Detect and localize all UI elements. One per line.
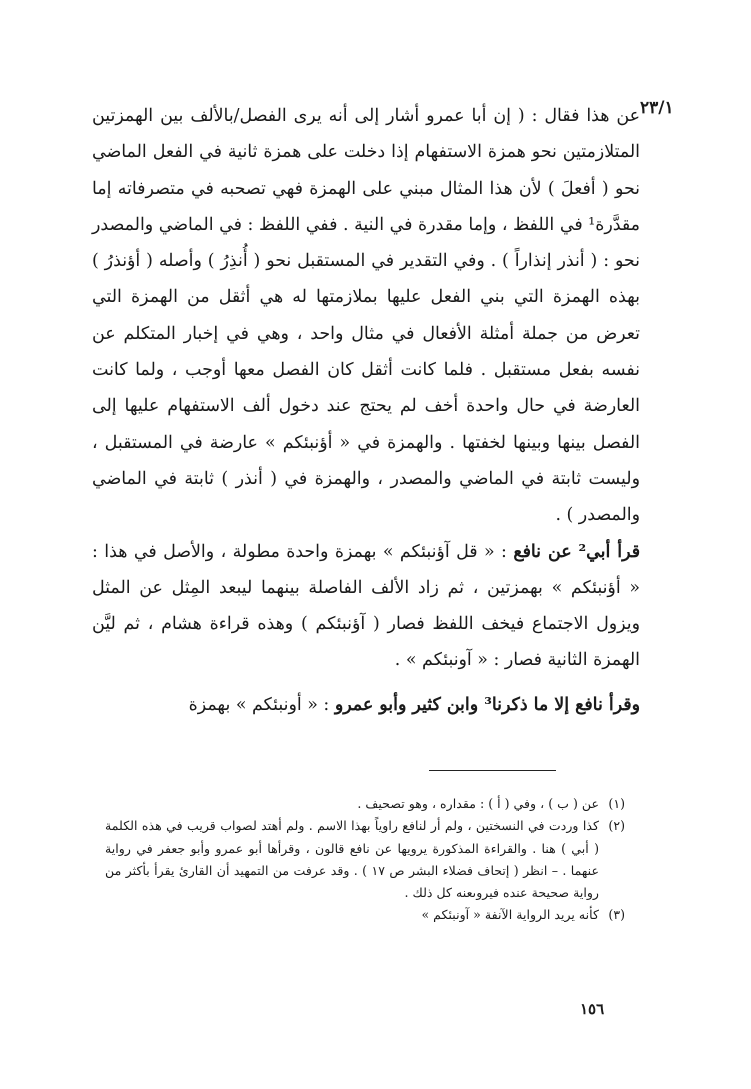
text-line: في الماضي والمصدر نحو : ( أنذر إنذاراً ) . وفي التقدير في المستقبل	[92, 214, 640, 272]
footnote-number: (١)	[608, 796, 625, 811]
text-line: : « أونبئكم » بهمزة	[188, 694, 335, 715]
footnotes	[105, 793, 625, 927]
footnote-number: (٣)	[608, 907, 625, 923]
section-reference: ٢٣/١	[640, 98, 674, 118]
text-line: في « أؤنبئكم » عارضة في المستقبل ، وليست ثابتة في الماضي والمصدر ،	[92, 432, 640, 489]
footnote-text: كذا وردت في النسختين ، ولم أر لنافع راوياً بهذا الاسم . ولم أهتد لصواب قريب في هذه الكلمة ( أبي ) هنا . والقراءة المذكورة يرويها عن نافع قالون ، وقرأها أبو عمرو وأبو جعفر في رواية عنهما . – انظر ( إتحاف فضلاء البشر ص ١٧ ) . وقد عرفت من التمهيد أن القارئ يقرأ بأكثر من رواية صحيحة عنده فيروىعنه كل ذلك .	[105, 818, 599, 901]
text-line: والهمزة في ( أنذر ) ثابتة في الماضي والمصدر ) .	[92, 468, 640, 526]
text-line: الفعل الماضي نحو ( أفعلَ ) لأن هذا المثال مبني على الهمزة فهي تصحبه	[92, 142, 641, 199]
footnote-separator	[429, 770, 556, 771]
footnote-text: كأنه يريد الرواية الآنفة « آونبئكم »	[421, 907, 599, 923]
paragraph-lead: وقرأ نافع إلا ما ذكرنا³ وابن كثير وأبو عمرو	[334, 694, 640, 715]
text-line: عند دخول ألف الاستفهام عليها إلى الفصل بينها وبينها لخفتها . والهمزة	[92, 396, 640, 453]
text-line: في متصرفاته إما مقدَّرة¹ في اللفظ ، وإما مقدرة في النية . ففي اللفظ :	[92, 178, 640, 235]
text-line: الهمزتين المتلازمتين نحو همزة الاستفهام إذا دخلت على همزة ثانية في	[92, 106, 641, 163]
text-line: وهي في إخبار المتكلم عن نفسه بفعل مستقبل . فلما كانت أثقل كان	[92, 323, 640, 381]
footnote	[105, 793, 625, 815]
footnote	[105, 904, 625, 926]
footnote-number: (٢)	[608, 818, 625, 834]
paragraph-3	[92, 687, 640, 723]
text-line: قراءة هشام ، ثم ليَّن الهمزة الثانية فصار : « آونبئكم » .	[92, 614, 640, 671]
paragraph-2	[92, 534, 640, 679]
footnote	[105, 815, 625, 904]
text-line: في هذا : « أؤنبئكم » بهمزتين ، ثم زاد الألف الفاصلة بينهما ليبعد	[92, 541, 640, 598]
text-line: الفصل معها أوجب ، ولما كانت العارضة في حال واحدة أخف لم يحتج	[92, 360, 640, 417]
text-line: : « قل آؤنبئكم » بهمزة واحدة مطولة ، والأصل	[163, 541, 514, 562]
paragraph-lead: قرأ أبي² عن نافع	[513, 541, 641, 562]
paragraph-text	[92, 98, 640, 534]
page-number: ١٥٦	[580, 1000, 605, 1018]
text-line: المِثل عن المثل ويزول الاجتماع فيخف اللفظ فصار ( آؤنبئكم ) وهذه	[92, 577, 640, 635]
paragraph-1	[92, 98, 674, 534]
text-line: عن هذا فقال : ( إن أبا عمرو أشار إلى أنه يرى الفصل/بالألف بين	[160, 106, 640, 126]
text-line: له هي أثقل من الهمزة التي تعرض من جملة أمثلة الأفعال في مثال واحد ،	[92, 287, 641, 344]
main-text	[92, 98, 674, 723]
footnote-text: عن ( ب ) ، وفي ( أ ) : مقداره ، وهو تصحيف .	[357, 796, 599, 811]
text-line: نحو ( أُنذِرُ ) وأصله ( أؤنذرُ ) بهذه الهمزة التي بني الفعل عليها بملازمتها	[92, 251, 641, 308]
